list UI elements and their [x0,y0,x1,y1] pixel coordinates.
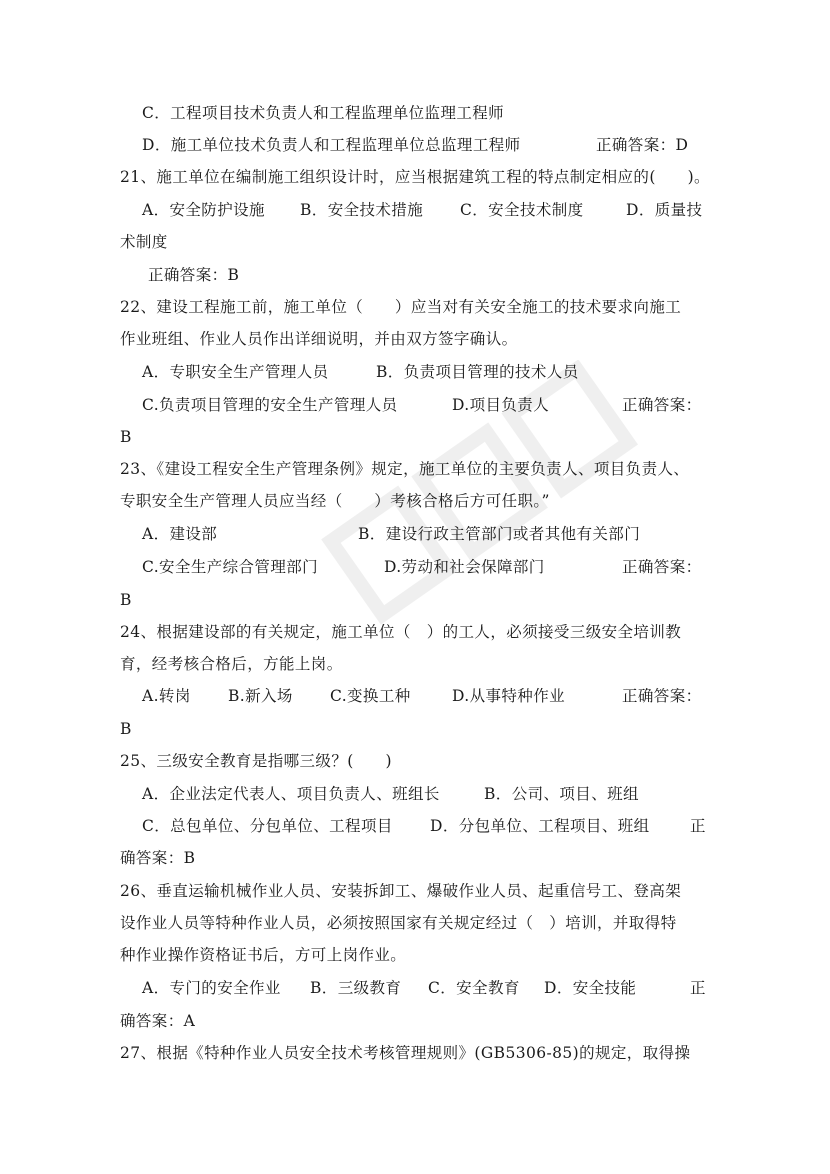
q23-option-c: C.安全生产综合管理部门 [142,558,319,576]
q26-option-d: D．安全技能 [544,979,637,997]
q23-option-a: A．建设部 [142,525,218,543]
q22-answer-value: B [120,428,132,446]
q21-option-d-continued: 术制度 [120,233,168,251]
q24-option-d: D.从事特种作业 [452,687,566,705]
q26-stem-line1: 26、垂直运输机械作业人员、安装拆卸工、爆破作业人员、起重信号工、登高架 [120,882,682,900]
q21-option-b: B．安全技术措施 [300,201,424,219]
q24-option-a: A.转岗 [142,687,191,705]
q26-stem-line2: 设作业人员等特种作业人员，必须按照国家有关规定经过（ ）培训，并取得特 [120,914,677,932]
q22-option-b: B．负责项目管理的技术人员 [376,363,579,381]
q22-option-a: A．专职安全生产管理人员 [142,363,329,381]
q25-stem: 25、三级安全教育是指哪三级？( ) [120,752,392,770]
q20-option-d: D．施工单位技术负责人和工程监理单位总监理工程师 [142,136,521,154]
q26-answer-value: 确答案：A [120,1012,196,1030]
q23-answer-label: 正确答案： [622,558,702,576]
q23-option-b: B．建设行政主管部门或者其他有关部门 [358,525,641,543]
q24-answer-value: B [120,720,132,738]
q21-option-a: A．安全防护设施 [142,201,265,219]
q27-stem-line1: 27、根据《特种作业人员安全技术考核管理规则》(GB5306-85)的规定，取得操 [120,1044,691,1062]
q24-stem-line1: 24、根据建设部的有关规定，施工单位（ ）的工人，必须接受三级安全培训教 [120,623,682,641]
q20-answer: 正确答案：D [596,136,689,154]
q21-answer: 正确答案：B [148,266,240,284]
q24-option-c: C.变换工种 [330,687,411,705]
q21-option-d: D．质量技 [626,201,703,219]
q22-stem-line2: 作业班组、作业人员作出详细说明，并由双方签字确认。 [120,330,518,348]
q25-option-c: C．总包单位、分包单位、工程项目 [142,817,393,835]
q25-answer-label: 正 [690,817,706,835]
q25-option-b: B．公司、项目、班组 [484,785,639,803]
q23-answer-value: B [120,591,132,609]
q26-answer-label: 正 [690,979,706,997]
q21-stem: 21、施工单位在编制施工组织设计时，应当根据建筑工程的特点制定相应的( )。 [120,168,710,186]
q26-option-c: C．安全教育 [428,979,520,997]
q24-stem-line2: 育，经考核合格后，方能上岗。 [120,655,343,673]
q20-option-c: C．工程项目技术负责人和工程监理单位监理工程师 [142,104,505,122]
q23-stem-line1: 23、《建设工程安全生产管理条例》规定，施工单位的主要负责人、项目负责人、 [120,460,690,478]
q21-option-c: C．安全技术制度 [460,201,584,219]
q22-stem-line1: 22、建设工程施工前，施工单位（ ）应当对有关安全施工的技术要求向施工 [120,298,682,316]
q24-answer-label: 正确答案： [622,687,702,705]
q25-option-d: D．分包单位、工程项目、班组 [430,817,650,835]
q26-stem-line3: 种作业操作资格证书后，方可上岗作业。 [120,946,407,964]
q23-stem-line2: 专职安全生产管理人员应当经（ ）考核合格后方可任职。” [120,492,550,510]
q26-option-b: B．三级教育 [310,979,402,997]
q22-option-c: C.负责项目管理的安全生产管理人员 [142,396,398,414]
q22-option-d: D.项目负责人 [452,396,550,414]
q26-option-a: A．专门的安全作业 [142,979,281,997]
q25-answer-value: 确答案：B [120,849,196,867]
q22-answer-label: 正确答案： [622,396,702,414]
q25-option-a: A．企业法定代表人、项目负责人、班组长 [142,785,440,803]
q23-option-d: D.劳动和社会保障部门 [384,558,545,576]
q24-option-b: B.新入场 [228,687,293,705]
